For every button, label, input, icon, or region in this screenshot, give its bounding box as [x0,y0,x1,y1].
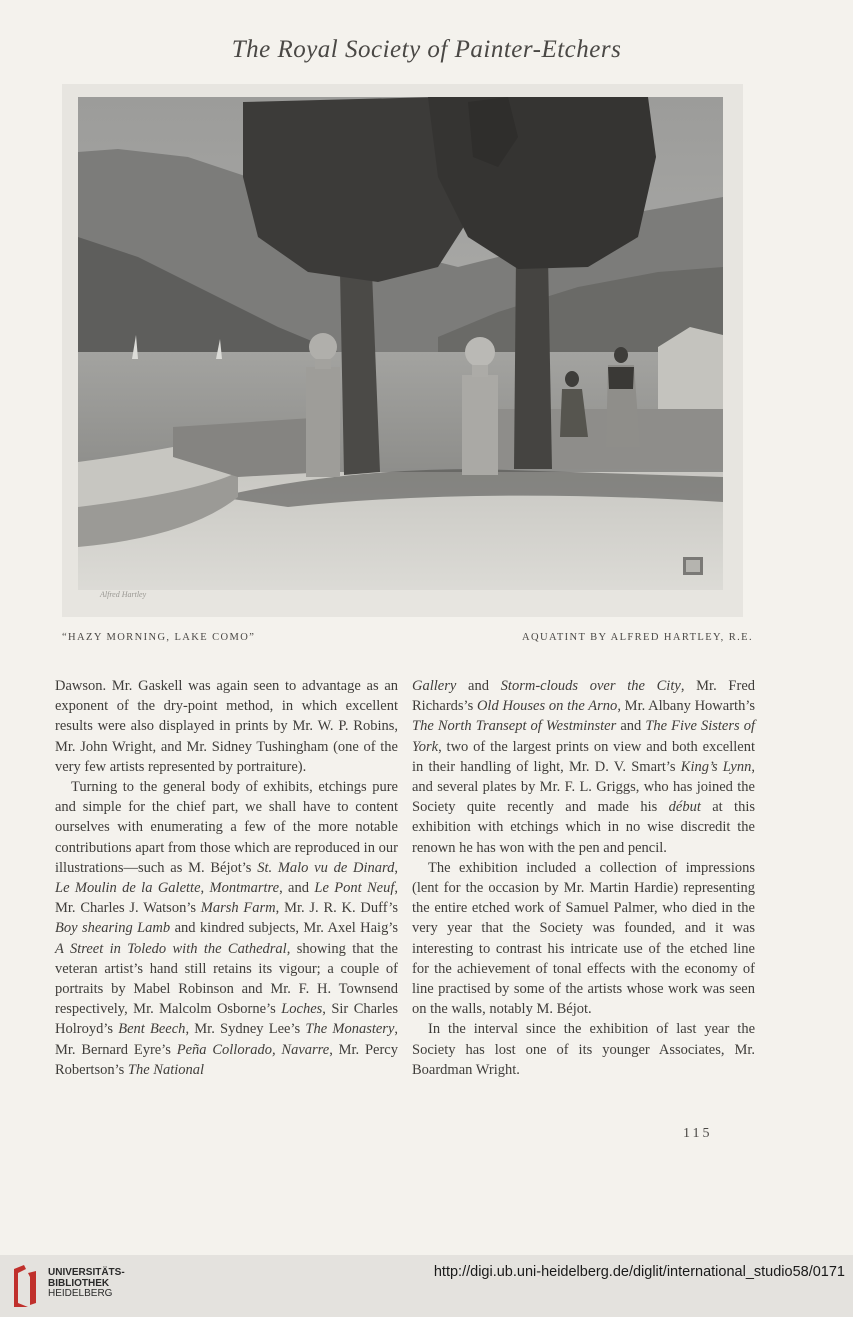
text-run: , Mr. Bernard Eyre’s [55,1021,398,1058]
running-header: The Royal Society of Painter-Etchers [231,36,622,63]
italic-title-run: The Five Sisters of York [412,718,755,755]
italic-title-run: Old Houses on the Arno [476,698,618,715]
plate-credit-caption: AQUATINT BY ALFRED HARTLEY, R.E. [522,632,753,643]
paragraph [412,1019,755,1080]
text-run: , [200,880,210,897]
text-run: at this exhibition with etchings which in no wise discredit the renown he has won with the pen and pencil. [412,799,756,856]
text-run: In the interval since the exhibition of last year the Society has lost one of its younger Associates, Mr. Boardman Wright. [412,1021,755,1078]
italic-title-run: Storm-clouds over the City [500,678,681,694]
paragraph [412,858,755,1020]
paragraph [412,676,755,858]
text-run: , Mr. Sydney Lee’s [185,1021,306,1038]
text-run: Dawson. Mr. Gaskell was again seen to advantage as an exponent of the dry-point method, in which excellent results were also displayed in prints by Mr. W. P. Robins, Mr. John Wright, and Mr. Sidney Tushingham (one of the very few artists represented by portraiture). [55,678,398,775]
italic-title-run: St. Malo vu de Dinard [257,859,395,876]
text-run: , Mr. J. R. K. Duff’s [275,900,398,917]
text-run: , showing that the veteran artist’s hand still retains its vigour; a couple of portraits by Mabel Robinson and Mr. F. H. Townsend respectively, Mr. Malcolm Osborne’s [55,940,398,1018]
source-url-link[interactable]: http://digi.ub.uni-heidelberg.de/diglit/international_studio58/0171 [433,1264,845,1280]
text-run: , Mr. Percy Robertson’s [55,1041,398,1078]
library-name-line-3: HEIDELBERG [48,1288,113,1299]
italic-title-run: Bent Beech [118,1021,186,1038]
italic-title-run: Le Pont Neuf [314,880,395,897]
text-run: and kindred subjects, Mr. Axel Haig’s [170,920,398,937]
text-run: , two of the largest prints on view and both excellent in their handling of light, Mr. D. V. Smart’s [412,738,755,775]
etching-image [78,97,723,590]
library-name-line-2: BIBLIOTHEK [48,1277,110,1289]
left-text-column [55,676,398,1080]
etching-illustration [78,97,723,590]
italic-title-run: The Monastery [305,1021,395,1038]
artist-signature: Alfred Hartley [100,590,147,599]
page-number: 115 [683,1126,713,1141]
italic-title-run: Loches [281,1001,323,1018]
text-run: , and [279,880,315,897]
university-library-logo-icon [10,1263,40,1309]
text-run: The exhibition included a collection of impressions (lent for the occasion by Mr. Martin Hardie) representing the entire etched work of Samuel Palmer, who died in the very year that the Society was founded, and it was interesting to contrast his intricate use of the etched line for the achievement of tonal effects with the economy of line practised by some of the artists whose work was seen on the walls, notably M. Béjot. [412,859,755,1018]
paragraph [55,676,398,777]
text-run: Turning to the general body of exhibits, etchings pure and simple for the chief part, we shall have to content ourselves with enumerating a few of the more notable contributions apart from those which are reproduced in our illustrations—such as M. Béjot’s [55,779,398,876]
text-run: , Mr. Charles J. Watson’s [55,880,399,917]
library-name-line-1: UNIVERSITÄTS- [48,1267,125,1278]
library-name [48,1268,125,1300]
plate-title-caption: “HAZY MORNING, LAKE COMO” [62,632,256,643]
text-run: , [394,859,398,876]
italic-title-run: début [668,799,701,816]
text-run: and [616,718,646,735]
italic-title-run: Marsh Farm [200,900,276,917]
text-run: , Sir Charles Holroyd’s [55,1001,398,1038]
italic-title-run: Boy shearing Lamb [55,920,171,937]
right-text-column [412,676,755,1080]
italic-title-run: Le Moulin de la Galette [55,880,201,897]
italic-title-run: Gallery [412,678,457,694]
italic-title-run: The National [127,1061,205,1078]
text-run: , Mr. Albany Howarth’s [617,698,755,715]
italic-title-run: The North Transept of Westminster [412,718,617,735]
italic-title-run: Peña Collorado, Navarre [176,1041,330,1058]
italic-title-run: A Street in Toledo with the Cathedral [55,940,287,957]
text-run: and [456,678,501,694]
italic-title-run: King’s Lynn [680,758,752,775]
text-run: , Mr. Fred Richards’s [412,678,755,715]
paragraph [55,777,398,1080]
text-run: , and several plates by Mr. F. L. Griggs, who has joined the Society quite recently and made his [412,758,755,816]
italic-title-run: Montmartre [209,880,280,897]
